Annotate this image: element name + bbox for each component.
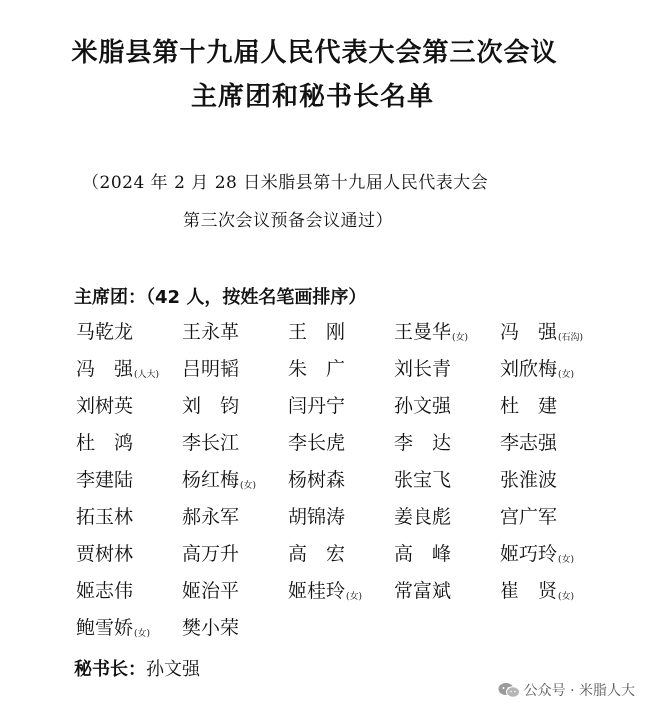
member-name-text: 吕明韬 [182,358,240,380]
secretary-line [74,655,200,681]
member-name [500,431,610,468]
member-name [288,468,394,505]
member-name [500,468,610,505]
member-name-text: 李建陆 [76,469,134,491]
member-name-text: 高万升 [182,543,240,565]
member-name [76,431,182,468]
member-name-text: 高 宏 [288,543,346,565]
member-name-text: 杨红梅 [182,469,240,491]
member-name-text: 刘 钧 [182,395,240,417]
member-name [500,320,610,357]
member-name [76,505,182,542]
member-name-text: 高 峰 [394,543,452,565]
member-name-text: 王 刚 [288,321,346,343]
member-name-text: 朱 广 [288,358,346,380]
member-name-text: 刘欣梅 [500,358,558,380]
member-name [288,431,394,468]
member-name-text: 姬治平 [182,580,240,602]
member-name [500,357,610,394]
member-name-text: 冯 强 [76,358,134,380]
member-name [288,579,394,616]
member-note: (女) [134,629,151,639]
member-name-text: 樊小荣 [182,617,240,639]
member-name [394,468,500,505]
member-name [394,394,500,431]
member-name-text: 刘长青 [394,358,452,380]
member-note: (女) [452,333,469,343]
member-name [394,579,500,616]
member-name-text: 崔 贤 [500,580,558,602]
member-name [500,579,610,616]
member-note: (女) [558,555,575,565]
member-name-text: 宫广军 [500,506,558,528]
member-name [182,505,288,542]
member-name [182,579,288,616]
member-name [500,394,610,431]
member-name [182,320,288,357]
member-name-text: 杨树森 [288,469,346,491]
member-name-text: 李长虎 [288,432,346,454]
subtitle-line1: （2024 年 2 月 28 日米脂县第十九届人民代表大会 [82,173,489,193]
watermark-text: 公众号 · 米脂人大 [523,683,635,699]
member-name-text: 胡锦涛 [288,506,346,528]
member-name [76,579,182,616]
member-note: (女) [346,592,363,602]
member-name-text: 常富斌 [394,580,452,602]
member-name [394,431,500,468]
member-name-text: 李志强 [500,432,558,454]
document-title-line1: 米脂县第十九届人民代表大会第三次会议 [71,38,558,68]
member-note: (女) [558,592,575,602]
member-name-text: 贾树林 [76,543,134,565]
secretary-label: 秘书长： [74,659,146,680]
member-note: (石沟) [558,333,584,343]
member-name-text: 马乾龙 [76,321,134,343]
document-title-line2: 主席团和秘书长名单 [190,82,434,112]
member-name-text: 王永革 [182,321,240,343]
watermark [498,680,635,700]
member-name-text: 刘树英 [76,395,134,417]
member-name [76,320,182,357]
member-name-text: 姬志伟 [76,580,134,602]
member-name-text: 姬桂玲 [288,580,346,602]
member-note: (女) [240,481,257,491]
member-name-text: 鲍雪娇 [76,617,134,639]
member-name [182,357,288,394]
member-name [76,394,182,431]
member-name [76,357,182,394]
wechat-icon [498,682,520,698]
member-name-text: 杜 建 [500,395,558,417]
member-name [394,357,500,394]
member-note: (女) [558,370,575,380]
member-name [76,542,182,579]
member-name-text: 拓玉林 [76,506,134,528]
member-name-text: 姜良彪 [394,506,452,528]
subtitle-line2: 第三次会议预备会议通过） [183,211,393,231]
member-name [182,616,288,653]
member-name [76,616,182,653]
member-name [288,542,394,579]
member-name-text: 郝永军 [182,506,240,528]
member-name [394,542,500,579]
member-name-text: 王曼华 [394,321,452,343]
presidium-heading: 主席团：（42 人，按姓名笔画排序） [74,287,367,308]
member-name [288,394,394,431]
member-name-text: 孙文强 [394,395,452,417]
member-name [182,468,288,505]
member-name-text: 李长江 [182,432,240,454]
member-name [182,394,288,431]
member-name-text: 姬巧玲 [500,543,558,565]
presidium-member-list [76,320,610,653]
member-name-text: 冯 强 [500,321,558,343]
member-name-text: 张淮波 [500,469,558,491]
member-name [500,505,610,542]
member-note: (人大) [134,370,160,380]
member-name [288,320,394,357]
member-name [182,542,288,579]
member-name-text: 杜 鸿 [76,432,134,454]
secretary-name: 孙文强 [146,659,200,680]
member-name [500,542,610,579]
member-name [394,505,500,542]
member-name [76,468,182,505]
member-name-text: 李 达 [394,432,452,454]
member-name [394,320,500,357]
member-name-text: 张宝飞 [394,469,452,491]
member-name-text: 闫丹宁 [288,395,346,417]
member-name [288,357,394,394]
member-name [182,431,288,468]
member-name [288,505,394,542]
